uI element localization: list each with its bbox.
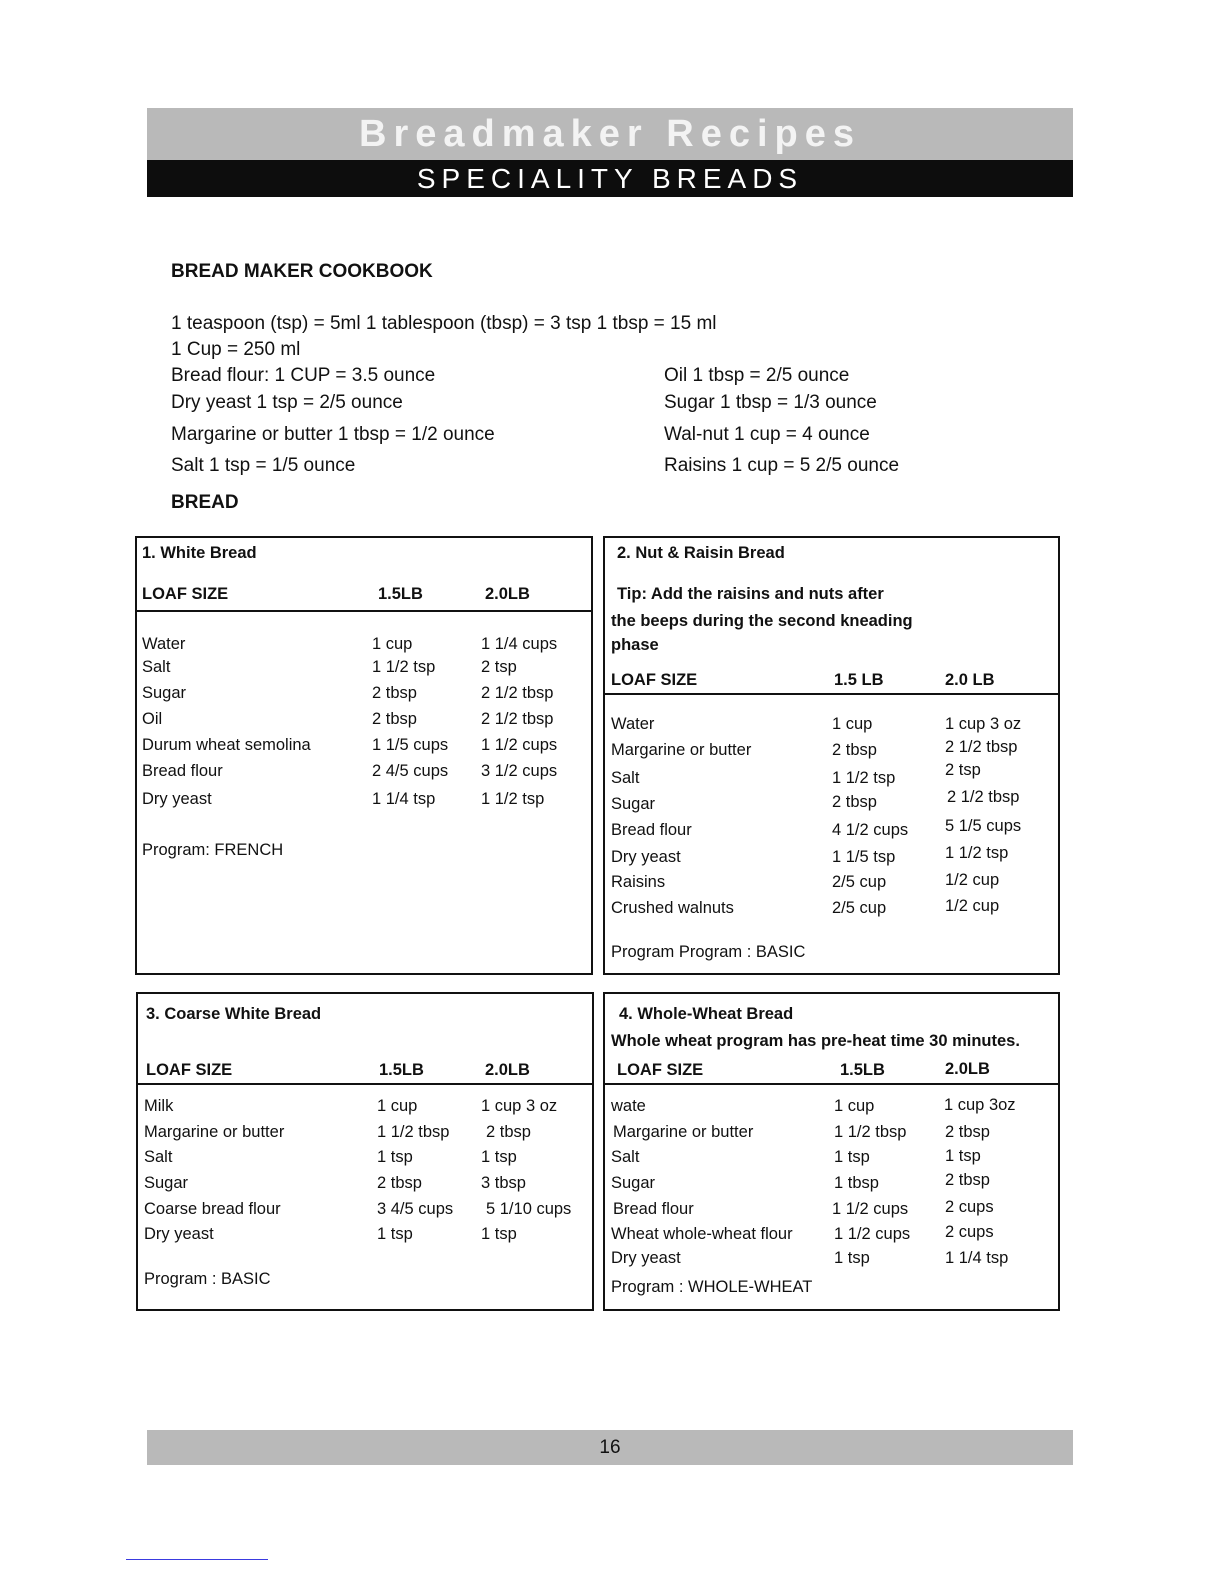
ingredient-amount-20: 2 tsp [945,761,981,779]
ingredient-amount-15: 2/5 cup [832,899,887,917]
ingredient-name: Salt [611,1148,640,1166]
ingredient-amount-20: 1 tsp [945,1147,981,1165]
header-divider [137,610,591,612]
ingredient-amount-15: 1 1/5 tsp [832,848,896,866]
ingredient-amount-20: 1 tsp [481,1225,517,1243]
ingredient-amount-20: 1 tsp [481,1148,517,1166]
ingredient-amount-15: 1 tsp [377,1225,413,1243]
ingredient-amount-20: 3 1/2 cups [481,762,558,780]
ingredient-amount-15: 2 tbsp [372,684,417,702]
ingredient-amount-15: 1 1/2 tbsp [377,1123,450,1141]
ingredient-amount-15: 4 1/2 cups [832,821,909,839]
conversion-left: Margarine or butter 1 tbsp = 1/2 ounce [171,424,495,445]
conversion-line: 1 teaspoon (tsp) = 5ml 1 tablespoon (tbsp) = 3 tsp 1 tbsp = 15 ml [171,313,717,334]
ingredient-amount-20: 1 1/2 tsp [481,790,545,808]
size-20-header: 2.0LB [945,1060,990,1078]
page-number: 16 [147,1430,1073,1465]
recipe-title: 2. Nut & Raisin Bread [617,544,785,562]
ingredient-amount-20: 5 1/5 cups [945,817,1022,835]
ingredient-amount-20: 1 1/4 cups [481,635,558,653]
ingredient-name: Bread flour [611,821,692,839]
cookbook-heading: BREAD MAKER COOKBOOK [171,261,433,282]
loaf-size-header: LOAF SIZE [611,671,698,689]
loaf-size-header: LOAF SIZE [617,1061,704,1079]
ingredient-name: wate [611,1097,646,1115]
size-15-header: 1.5LB [378,585,423,603]
ingredient-name: Dry yeast [611,1249,681,1267]
ingredient-name: Margarine or butter [613,1123,754,1141]
recipe-tip: the beeps during the second kneading [611,612,913,630]
ingredient-amount-15: 2 tbsp [377,1174,422,1192]
ingredient-name: Durum wheat semolina [142,736,311,754]
ingredient-amount-15: 1 cup [377,1097,418,1115]
ingredient-name: Sugar [144,1174,189,1192]
ingredient-amount-15: 1 tsp [834,1148,870,1166]
footnote-rule [126,1559,268,1560]
ingredient-amount-20: 1 1/2 cups [481,736,558,754]
ingredient-amount-20: 1 cup 3oz [944,1096,1016,1114]
ingredient-amount-15: 2/5 cup [832,873,887,891]
ingredient-amount-20: 2 1/2 tbsp [481,684,554,702]
ingredient-amount-15: 1 1/2 tbsp [834,1123,907,1141]
ingredient-amount-15: 1 1/2 tsp [372,658,436,676]
ingredient-name: Raisins [611,873,666,891]
ingredient-name: Milk [144,1097,174,1115]
recipe-program: Program : WHOLE-WHEAT [611,1278,813,1296]
ingredient-amount-15: 2 4/5 cups [372,762,449,780]
recipe-program: Program Program : BASIC [611,943,806,961]
ingredient-amount-15: 1 cup [834,1097,875,1115]
conversion-right: Sugar 1 tbsp = 1/3 ounce [664,392,877,413]
header-divider [605,693,1058,695]
size-15-header: 1.5LB [379,1061,424,1079]
ingredient-amount-15: 1 cup [832,715,873,733]
page-subtitle: SPECIALITY BREADS [147,160,1073,197]
header-divider [138,1083,592,1085]
recipe-white-bread [135,536,593,975]
size-15-header: 1.5 LB [834,671,884,689]
ingredient-amount-20: 2 1/2 tbsp [947,788,1020,806]
recipe-title: 3. Coarse White Bread [146,1005,322,1023]
ingredient-amount-15: 2 tbsp [832,741,877,759]
ingredient-amount-15: 1 cup [372,635,413,653]
conversion-right: Wal-nut 1 cup = 4 ounce [664,424,870,445]
loaf-size-header: LOAF SIZE [142,585,229,603]
size-15-header: 1.5LB [840,1061,885,1079]
ingredient-amount-20: 3 tbsp [481,1174,526,1192]
bread-heading: BREAD [171,492,239,513]
conversion-line: 1 Cup = 250 ml [171,339,301,360]
ingredient-amount-20: 1/2 cup [945,897,1000,915]
ingredient-name: Sugar [611,795,656,813]
size-20-header: 2.0LB [485,585,530,603]
size-20-header: 2.0LB [485,1061,530,1079]
ingredient-name: Bread flour [613,1200,694,1218]
recipe-title: 4. Whole-Wheat Bread [619,1005,794,1023]
recipe-title: 1. White Bread [142,544,257,562]
ingredient-name: Dry yeast [142,790,212,808]
ingredient-name: Salt [142,658,171,676]
page-title: Breadmaker Recipes [147,108,1073,160]
ingredient-amount-15: 1 1/2 cups [832,1200,909,1218]
ingredient-name: Salt [144,1148,173,1166]
recipe-whole-wheat-bread [603,992,1060,1311]
ingredient-name: Dry yeast [611,848,681,866]
ingredient-amount-20: 2 tbsp [486,1123,531,1141]
ingredient-amount-15: 1 tbsp [834,1174,879,1192]
ingredient-amount-20: 2 tsp [481,658,517,676]
ingredient-name: Sugar [142,684,187,702]
ingredient-amount-15: 1 1/4 tsp [372,790,436,808]
ingredient-amount-15: 1 1/2 cups [834,1225,911,1243]
header-divider [605,1083,1058,1085]
ingredient-name: Dry yeast [144,1225,214,1243]
ingredient-amount-15: 1 1/2 tsp [832,769,896,787]
loaf-size-header: LOAF SIZE [146,1061,233,1079]
ingredient-name: Sugar [611,1174,656,1192]
ingredient-amount-20: 2 tbsp [945,1123,990,1141]
ingredient-amount-20: 1 cup 3 oz [481,1097,558,1115]
size-20-header: 2.0 LB [945,671,995,689]
conversion-left: Salt 1 tsp = 1/5 ounce [171,455,356,476]
recipe-program: Program: FRENCH [142,841,284,859]
ingredient-amount-20: 2 1/2 tbsp [945,738,1018,756]
recipe-program: Program : BASIC [144,1270,271,1288]
ingredient-name: Wheat whole-wheat flour [611,1225,793,1243]
conversion-right: Oil 1 tbsp = 2/5 ounce [664,365,850,386]
ingredient-name: Water [611,715,655,733]
ingredient-amount-15: 3 4/5 cups [377,1200,454,1218]
conversion-right: Raisins 1 cup = 5 2/5 ounce [664,455,900,476]
ingredient-amount-20: 1 1/2 tsp [945,844,1009,862]
ingredient-amount-15: 2 tbsp [372,710,417,728]
recipe-nut-raisin-bread [603,536,1060,975]
ingredient-name: Crushed walnuts [611,899,734,917]
recipe-note: Whole wheat program has pre-heat time 30 minutes. [611,1032,1020,1050]
recipe-tip: phase [611,636,659,654]
ingredient-amount-20: 1/2 cup [945,871,1000,889]
ingredient-name: Salt [611,769,640,787]
conversion-left: Dry yeast 1 tsp = 2/5 ounce [171,392,403,413]
ingredient-name: Margarine or butter [144,1123,285,1141]
ingredient-amount-20: 2 1/2 tbsp [481,710,554,728]
header-banner [147,108,1073,197]
ingredient-name: Margarine or butter [611,741,752,759]
ingredient-amount-20: 1 cup 3 oz [945,715,1022,733]
ingredient-amount-20: 2 tbsp [945,1171,990,1189]
ingredient-amount-15: 1 1/5 cups [372,736,449,754]
ingredient-amount-15: 1 tsp [834,1249,870,1267]
ingredient-name: Oil [142,710,163,728]
ingredient-amount-15: 1 tsp [377,1148,413,1166]
recipe-tip: Tip: Add the raisins and nuts after [617,585,884,603]
conversion-left: Bread flour: 1 CUP = 3.5 ounce [171,365,436,386]
ingredient-amount-20: 2 cups [945,1198,994,1216]
ingredient-name: Coarse bread flour [144,1200,281,1218]
ingredient-name: Water [142,635,186,653]
ingredient-amount-20: 1 1/4 tsp [945,1249,1009,1267]
ingredient-amount-20: 5 1/10 cups [486,1200,572,1218]
ingredient-amount-20: 2 cups [945,1223,994,1241]
ingredient-name: Bread flour [142,762,223,780]
recipe-coarse-white-bread [136,992,594,1311]
ingredient-amount-15: 2 tbsp [832,793,877,811]
